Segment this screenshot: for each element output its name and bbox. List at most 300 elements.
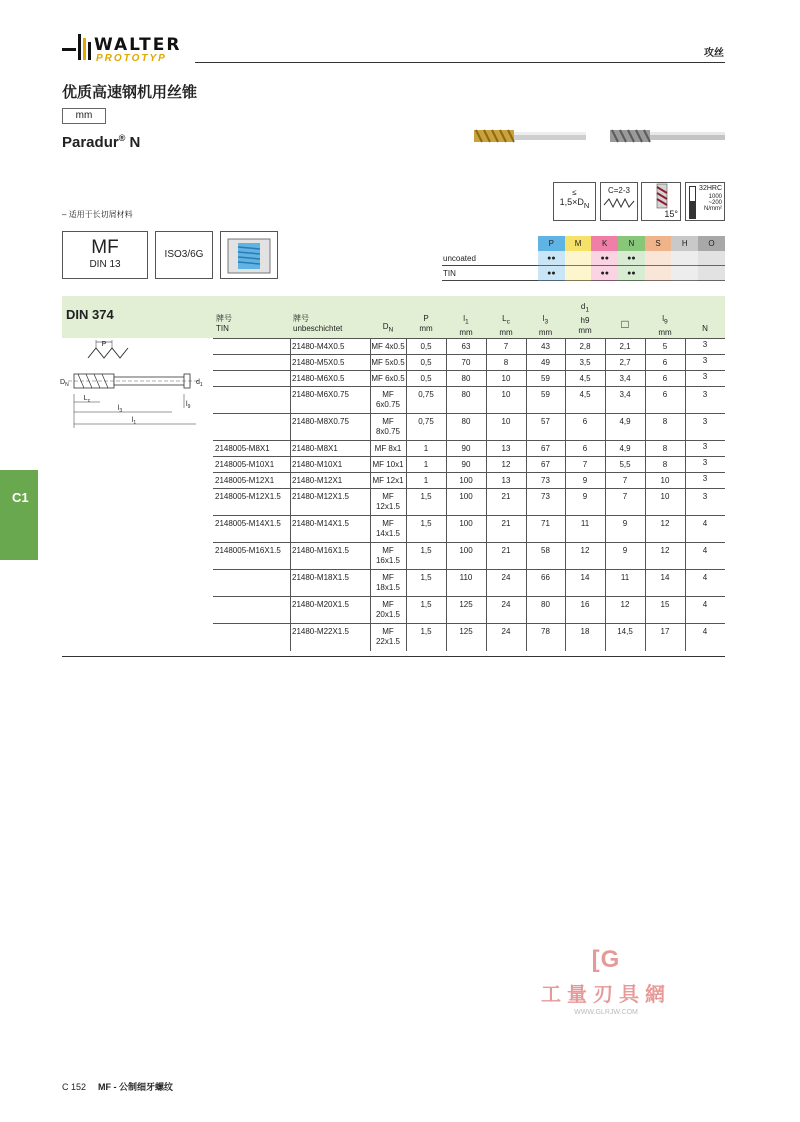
column-divider [486,355,487,371]
cell-unc: 21480-M10X1 [292,460,343,469]
column-divider [645,597,646,624]
cell-tin [213,414,290,417]
thread-type-box: MF DIN 13 [62,231,148,279]
column-divider [526,624,527,651]
cell-sq: 9 [622,546,628,555]
cell-l3: 59 [541,390,550,399]
column-divider [446,387,447,414]
cell-l3: 66 [541,573,550,582]
cell-lc: 12 [501,460,511,469]
column-divider [446,570,447,597]
cell-l9: 8 [662,417,668,426]
cell-l9: 10 [660,492,670,501]
cell-dn: MF 22x1.5 [375,627,401,646]
cell-lc: 7 [503,342,509,351]
table-row [213,338,725,354]
cell-l3: 80 [541,600,550,609]
column-divider [290,387,291,414]
column-divider [565,457,566,473]
column-divider [645,624,646,651]
table-bottom-rule [62,656,725,657]
cell-p: 1,5 [420,600,432,609]
cell-l9: 6 [662,390,668,399]
cell-l3: 67 [541,460,550,469]
cell-dn: MF 14x1.5 [375,519,401,538]
cell-unc: 21480-M12X1 [292,476,343,485]
tap-dimension-diagram [60,338,210,434]
cell-lc: 24 [501,627,511,636]
column-divider [370,457,371,473]
cell-l1: 63 [461,342,471,351]
col-p: P mm [419,314,433,333]
cell-d1: 2,8 [579,342,591,351]
cell-l1: 125 [459,627,473,636]
cell-n: 4 [702,627,708,636]
column-divider [565,624,566,651]
cell-dn: MF 12x1 [372,476,404,485]
material-mark [698,266,725,281]
cell-l1: 70 [461,358,471,367]
column-divider [605,597,606,624]
cell-lc: 13 [501,476,511,485]
cell-l1: 90 [461,444,471,453]
cell-dn: MF 12x1.5 [375,492,401,511]
column-divider [486,473,487,489]
column-divider [645,355,646,371]
column-divider [370,414,371,441]
column-divider [645,371,646,387]
column-divider [605,387,606,414]
cell-p: 1 [423,476,429,485]
column-divider [645,473,646,489]
cell-dn: MF 20x1.5 [375,600,401,619]
column-divider [446,624,447,651]
walter-logo [62,30,202,70]
cell-unc: 21480-M4X0.5 [292,342,345,351]
cell-sq: 11 [620,573,630,582]
tap-image-tin [474,126,586,146]
column-divider [446,489,447,516]
cell-l3: 49 [541,358,550,367]
column-divider [526,355,527,371]
column-divider [605,355,606,371]
cell-tin: 2148005-M12X1.5 [215,492,281,501]
cell-unc: 21480-M6X0.75 [292,390,349,399]
cell-d1: 3,5 [579,358,591,367]
column-divider [290,473,291,489]
cell-tin: 2148005-M10X1 [215,460,275,469]
cell-l1: 100 [459,546,473,555]
column-divider [486,441,487,457]
watermark-url: WWW.GLRJW.COM [574,1009,638,1016]
table-row [213,515,725,542]
column-divider [685,516,686,543]
column-divider [605,624,606,651]
column-divider [290,624,291,651]
cell-l1: 80 [461,417,471,426]
cell-dn: MF 8x0.75 [375,417,401,436]
cell-sq: 2,1 [619,342,631,351]
column-divider [406,414,407,441]
cell-dn: MF 6x0.5 [371,374,405,383]
column-divider [605,414,606,441]
column-divider [605,339,606,355]
cell-dn: MF 8x1 [374,444,402,453]
watermark-logo-icon: [G [591,946,621,973]
column-divider [370,371,371,387]
material-mark [671,266,698,281]
cell-l1: 100 [459,476,473,485]
material-mark: ●● [591,266,618,281]
cell-l9: 15 [660,600,670,609]
cell-sq: 12 [620,600,630,609]
cell-d1: 9 [582,476,588,485]
column-divider [290,516,291,543]
column-divider [605,516,606,543]
column-divider [605,489,606,516]
table-row [213,456,725,472]
column-divider [605,441,606,457]
tap-image-uncoated [610,126,725,146]
column-divider [486,624,487,651]
col-l3: $l_3$ mm [538,314,553,337]
cell-unc: 21480-M16X1.5 [292,546,349,555]
column-divider [685,457,686,473]
column-divider [406,597,407,624]
column-divider [605,371,606,387]
table-row [213,370,725,386]
cell-tin: 2148005-M8X1 [215,444,270,453]
cell-unc: 21480-M18X1.5 [292,573,349,582]
column-divider [645,543,646,570]
cell-dn: MF 16x1.5 [375,546,401,565]
material-mark [645,266,672,281]
column-divider [526,473,527,489]
unit-badge: mm [62,108,106,124]
column-divider [685,414,686,441]
cell-p: 0,5 [420,374,432,383]
column-divider [526,543,527,570]
cell-l1: 90 [461,460,471,469]
column-divider [526,414,527,441]
column-divider [290,597,291,624]
column-divider [486,371,487,387]
material-group-n: N [618,236,645,251]
cell-l3: 59 [541,374,550,383]
cell-p: 1,5 [420,519,432,528]
cell-l1: 80 [461,390,471,399]
cell-l1: 100 [459,519,473,528]
cell-l9: 14 [660,573,670,582]
column-divider [685,441,686,457]
cell-l1: 125 [459,600,473,609]
cell-tin: 2148005-M16X1.5 [215,546,281,555]
column-divider [526,597,527,624]
cell-p: 1,5 [420,573,432,582]
column-divider [565,597,566,624]
cell-lc: 24 [501,573,511,582]
column-divider [565,371,566,387]
cell-d1: 7 [582,460,588,469]
cell-n: 3 [702,492,708,501]
material-table [442,236,725,281]
col-square: □ [621,317,629,331]
material-row-label: TIN [443,268,456,278]
cell-sq: 7 [622,492,628,501]
cell-tin: 2148005-M14X1.5 [215,519,281,528]
material-mark [565,266,592,281]
column-divider [446,457,447,473]
column-divider [290,441,291,457]
material-mark: ●● [591,251,618,266]
watermark-name: 工量刃具網 [541,984,671,1006]
cell-p: 1 [423,444,429,453]
cell-sq: 5,5 [619,460,631,469]
cell-d1: 6 [582,444,588,453]
chapter-tab-label: C1 [12,490,29,505]
cell-unc: 21480-M12X1.5 [292,492,349,501]
column-divider [486,387,487,414]
material-mark: ●● [538,251,565,266]
column-divider [290,489,291,516]
col-dn: $D_N$ [382,322,394,334]
table-row [213,386,725,413]
diagram-l3-label: $l_3$ [117,405,123,414]
material-mark: ●● [618,266,645,281]
cell-n: 3 [702,390,708,399]
cell-l3: 57 [541,417,550,426]
material-row-uncoated [442,251,725,266]
cell-l9: 6 [662,358,668,367]
page-footer [62,1080,173,1093]
cell-l3: 73 [541,476,550,485]
table-row [213,413,725,440]
column-divider [565,355,566,371]
material-group-p: P [538,236,565,251]
column-divider [685,387,686,414]
material-group-s: S [645,236,672,251]
column-divider [446,473,447,489]
table-row [213,472,725,488]
cell-p: 0,75 [418,390,434,399]
cell-n: 3 [702,458,708,467]
cell-tin [213,339,290,342]
column-divider [685,339,686,355]
cell-tin: 2148005-M12X1 [215,476,275,485]
blind-hole-box [220,231,278,279]
column-divider [605,457,606,473]
diagram-lc-label: $L_c$ [83,395,91,404]
table-row [213,488,725,515]
cell-l9: 8 [662,460,668,469]
column-divider [685,543,686,570]
cell-n: 4 [702,600,708,609]
cell-sq: 7 [622,476,628,485]
column-divider [486,543,487,570]
watermark [538,946,674,1016]
column-divider [446,371,447,387]
cell-n: 3 [702,356,708,365]
column-divider [446,516,447,543]
cell-sq: 9 [622,519,628,528]
column-divider [486,570,487,597]
cell-l9: 8 [662,444,668,453]
material-mark: ●● [618,251,645,266]
col-lc: $L_c$ mm [499,314,513,337]
din-title: DIN 374 [66,307,114,322]
column-divider [370,339,371,355]
column-divider [290,355,291,371]
table-row [213,623,725,650]
cell-dn: MF 18x1.5 [375,573,401,592]
column-divider [406,339,407,355]
cell-l3: 78 [541,627,550,636]
cell-sq: 4,9 [619,417,631,426]
table-row [213,354,725,370]
cell-lc: 10 [501,374,511,383]
cell-unc: 21480-M20X1.5 [292,600,349,609]
column-divider [290,543,291,570]
cell-sq: 3,4 [619,390,631,399]
column-divider [526,457,527,473]
col-tin: 牌号 TIN [216,314,232,333]
column-divider [645,457,646,473]
product-name: Paradur® N [62,133,141,151]
table-row [213,440,725,456]
cell-d1: 12 [580,546,590,555]
cell-tin [213,387,290,390]
column-divider [370,543,371,570]
column-divider [605,473,606,489]
column-divider [645,516,646,543]
cell-l9: 17 [660,627,670,636]
tolerance-box: ISO3/6G [155,231,213,279]
flute-angle-icon: 15° [641,182,681,221]
cell-n: 4 [702,573,708,582]
material-group-k: K [591,236,618,251]
column-divider [565,387,566,414]
cell-lc: 13 [501,444,511,453]
cell-tin [213,371,290,374]
col-d1: $d_1$ h9 mm [578,302,592,335]
cell-unc: 21480-M5X0.5 [292,358,345,367]
column-divider [565,414,566,441]
cell-l9: 5 [662,342,668,351]
cell-tin [213,355,290,358]
cell-tin [213,570,290,573]
cell-p: 1 [423,460,429,469]
column-divider [526,387,527,414]
cell-d1: 6 [582,417,588,426]
column-divider [565,543,566,570]
cell-unc: 21480-M8X1 [292,444,338,453]
column-divider [685,570,686,597]
cell-n: 3 [702,340,708,349]
material-group-m: M [565,236,592,251]
column-divider [565,339,566,355]
cell-p: 1,5 [420,546,432,555]
cell-n: 3 [702,417,708,426]
column-divider [406,441,407,457]
material-row-tin [442,266,725,281]
column-divider [370,570,371,597]
page-title: 优质高速钢机用丝锥 [62,84,198,101]
column-divider [565,570,566,597]
material-group-h: H [671,236,698,251]
cell-l3: 67 [541,444,550,453]
brand-sub: PROTOTYP [96,53,167,64]
cell-tin [213,597,290,600]
material-mark [565,251,592,266]
depth-icon: ≤ $1,5\times D_N$ [553,182,596,221]
cell-d1: 18 [580,627,590,636]
column-divider [526,489,527,516]
cell-d1: 11 [580,519,590,528]
column-divider [406,473,407,489]
diagram-l1-label: $l_1$ [131,417,137,426]
column-divider [370,355,371,371]
cell-l3: 73 [541,492,550,501]
table-row [213,542,725,569]
material-mark [698,251,725,266]
column-divider [290,371,291,387]
column-divider [370,387,371,414]
cell-dn: MF 6x0.75 [375,390,401,409]
column-divider [486,414,487,441]
material-mark: ●● [538,266,565,281]
cell-dn: MF 4x0.5 [371,342,405,351]
column-divider [645,339,646,355]
hardness-icon: 32HRC 1000 ~200 N/mm² [685,182,725,221]
cell-sq: 14,5 [617,627,633,636]
column-divider [290,457,291,473]
column-divider [486,457,487,473]
column-divider [605,570,606,597]
cell-p: 0,75 [418,417,434,426]
cell-lc: 21 [501,492,511,501]
cell-sq: 3,4 [619,374,631,383]
column-divider [446,339,447,355]
cell-p: 0,5 [420,342,432,351]
cell-l9: 6 [662,374,668,383]
col-uncoated: 牌号 unbeschichtet [293,314,343,333]
column-divider [565,441,566,457]
table-row [213,596,725,623]
cell-d1: 9 [582,492,588,501]
cell-p: 1,5 [420,492,432,501]
cell-l3: 71 [541,519,550,528]
column-divider [406,516,407,543]
column-divider [685,489,686,516]
column-divider [486,339,487,355]
column-divider [486,516,487,543]
chamfer-wave-icon [603,195,635,211]
cell-dn: MF 10x1 [372,460,404,469]
column-divider [370,489,371,516]
cell-l3: 58 [541,546,550,555]
column-divider [645,489,646,516]
chapter-title: MF - 公制细牙螺纹 [98,1082,174,1092]
cell-n: 4 [702,519,708,528]
column-divider [685,371,686,387]
diagram-l9-label: $l_9$ [186,401,191,410]
cell-lc: 10 [501,417,511,426]
column-divider [685,597,686,624]
cell-n: 3 [702,474,708,483]
header-rule [195,62,725,63]
cell-unc: 21480-M14X1.5 [292,519,349,528]
brand-name: WALTER [94,35,182,55]
